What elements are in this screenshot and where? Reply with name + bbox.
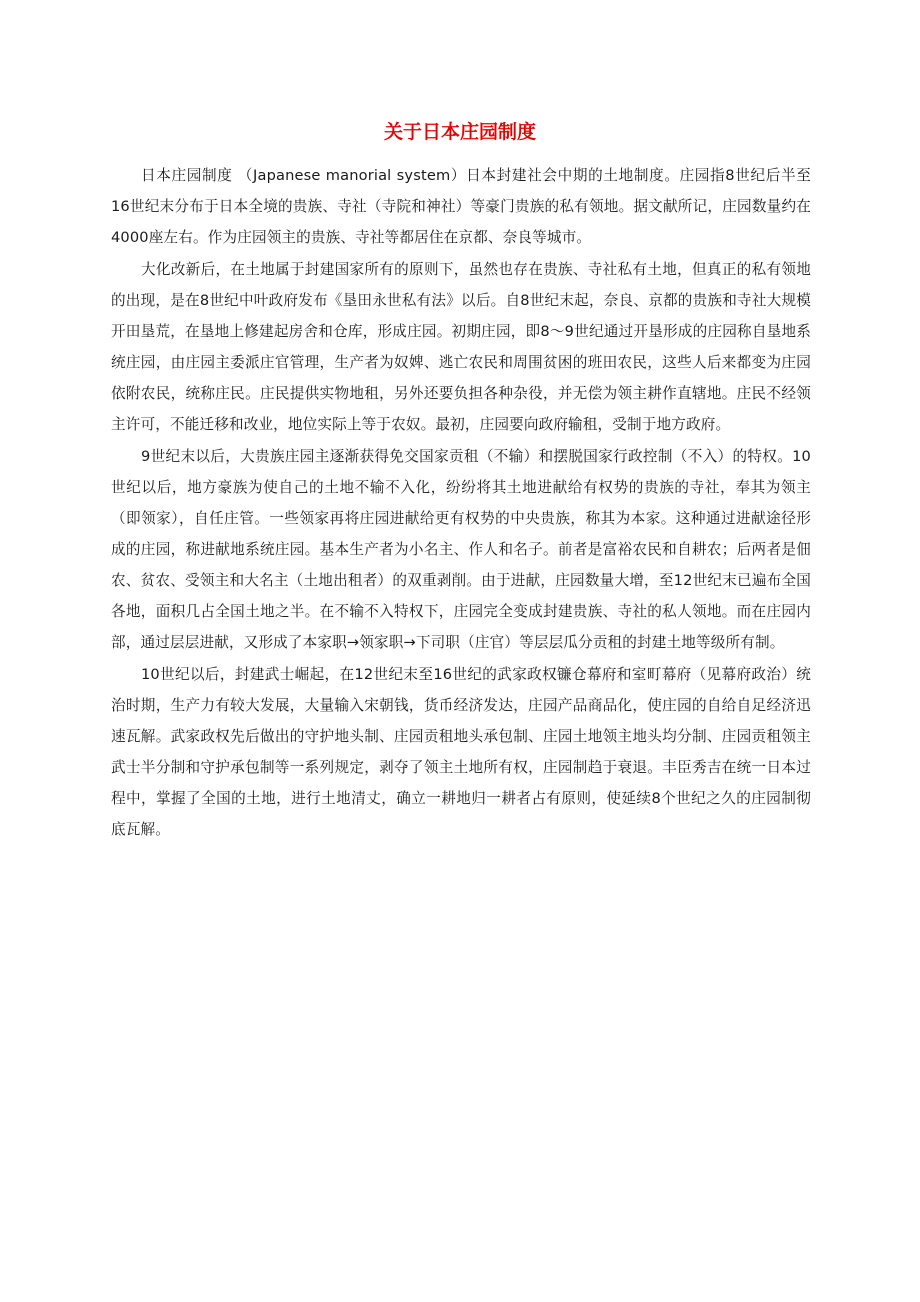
paragraph-2: 大化改新后，在土地属于封建国家所有的原则下，虽然也存在贵族、寺社私有土地，但真正的私有领地的出现，是在8世纪中叶政府发布《垦田永世私有法》以后。自8世纪末起，奈良、京都的贵族和寺社大规模开田垦荒，在垦地上修建起房舍和仓库，形成庄园。初期庄园，即8～9世纪通过开垦形成的庄园称自垦地系统庄园，由庄园主委派庄官管理，生产者为奴婢、逃亡农民和周围贫困的班田农民，这些人后来都变为庄园依附农民，统称庄民。庄民提供实物地租，另外还要负担各种杂役，并无偿为领主耕作直辖地。庄民不经领主许可，不能迁移和改业，地位实际上等于农奴。最初，庄园要向政府输租，受制于地方政府。 [111, 261, 811, 433]
paragraph-4: 10世纪以后，封建武士崛起，在12世纪末至16世纪的武家政权镰仓幕府和室町幕府（见幕府政治）统治时期，生产力有较大发展，大量输入宋朝钱，货币经济发达，庄园产品商品化，使庄园的自给自足经济迅速瓦解。武家政权先后做出的守护地头制、庄园贡租地头承包制、庄园土地领主地头均分制、庄园贡租领主武士半分制和守护承包制等一系列规定，剥夺了领主土地所有权，庄园制趋于衰退。丰臣秀吉在统一日本过程中，掌握了全国的土地，进行土地清丈，确立一耕地归一耕者占有原则，使延续8个世纪之久的庄园制彻底瓦解。 [111, 666, 811, 838]
paragraph-3: 9世纪末以后，大贵族庄园主逐渐获得免交国家贡租（不输）和摆脱国家行政控制（不入）的特权。10世纪以后，地方豪族为使自己的土地不输不入化，纷纷将其土地进献给有权势的贵族的寺社，奉其为领主（即领家），自任庄管。一些领家再将庄园进献给更有权势的中央贵族，称其为本家。这种通过进献途径形成的庄园，称进献地系统庄园。基本生产者为小名主、作人和名子。前者是富裕农民和自耕农；后两者是佃农、贫农、受领主和大名主（土地出租者）的双重剥削。由于进献，庄园数量大增，至12世纪末已遍布全国各地，面积几占全国土地之半。在不输不入特权下，庄园完全变成封建贵族、寺社的私人领地。而在庄园内部，通过层层进献，又形成了本家职→领家职→下司职（庄官）等层层瓜分贡租的封建土地等级所有制。 [111, 448, 811, 651]
document-body [111, 160, 811, 846]
paragraph-1: 日本庄园制度 （Japanese manorial system）日本封建社会中期的土地制度。庄园指8世纪后半至16世纪末分布于日本全境的贵族、寺社（寺院和神社）等豪门贵族的私有领地。据文献所记，庄园数量约在4000座左右。作为庄园领主的贵族、寺社等都居住在京都、奈良等城市。 [111, 167, 811, 246]
document-title: 关于日本庄园制度 [383, 121, 536, 143]
